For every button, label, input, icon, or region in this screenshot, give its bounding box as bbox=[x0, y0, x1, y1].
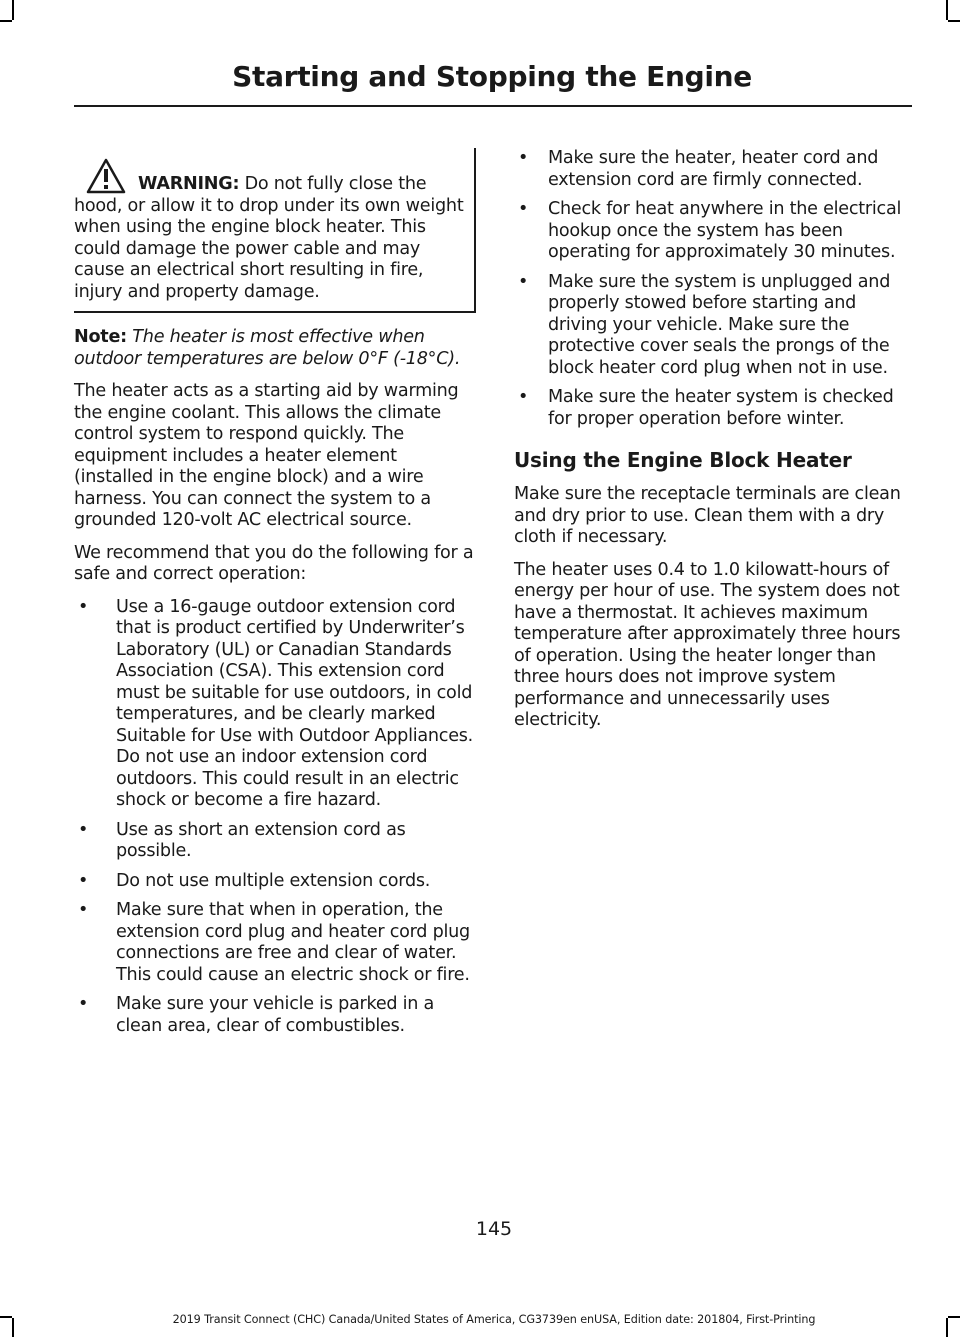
warning-body: Do not fully close the hood, or allow it to drop under its own weight when using the engine block heater. This could damage the power cable and may cause an electrical short resulting in fire, injury and property damage. bbox=[74, 174, 464, 302]
body-paragraph: Make sure the receptacle terminals are clean and dry prior to use. Clean them with a dry cloth if necessary. bbox=[514, 484, 901, 547]
note-text: The heater is most effective when outdoor temperatures are below 0°F (-18°C). bbox=[74, 327, 461, 369]
crop-mark bbox=[946, 0, 948, 20]
list-item-text: Use as short an extension cord as possible. bbox=[116, 819, 406, 861]
body-paragraph: The heater acts as a starting aid by warming the engine coolant. This allows the climate control system to respond quickly. The equipment includes a heater element (installed in the engine block) and a wire harness. You can connect the system to a grounded 120-volt AC electrical source. bbox=[74, 381, 459, 530]
warning-text bbox=[74, 174, 472, 303]
page-number: 145 bbox=[475, 1218, 513, 1240]
list-item-text: Use a 16-gauge outdoor extension cord that is product certified by Underwriter’s Laboratory (UL) or Canadian Standards Association (CSA). This extension cord must be suitable for use outdoors, in cold temperatures, and be clearly marked Suitable for Use with Outdoor Appliances. Do not use an indoor extension cord outdoors. This could result in an electric shock or become a fire hazard. bbox=[116, 596, 474, 810]
warning-label: WARNING: bbox=[138, 174, 240, 194]
crop-mark bbox=[948, 20, 960, 22]
bullet: • bbox=[518, 387, 529, 407]
bullet-list bbox=[74, 597, 476, 1038]
list-item bbox=[514, 272, 910, 380]
list-item-text: Do not use multiple extension cords. bbox=[116, 870, 431, 891]
list-item bbox=[514, 387, 910, 430]
note-label: Note: bbox=[74, 327, 127, 347]
list-item bbox=[74, 994, 476, 1037]
header-rule bbox=[74, 105, 912, 107]
list-item bbox=[74, 871, 476, 893]
page-title: Starting and Stopping the Engine bbox=[232, 60, 752, 93]
bullet: • bbox=[518, 271, 529, 292]
list-item-text: Make sure the heater, heater cord and extension cord are firmly connected. bbox=[548, 148, 879, 190]
note-paragraph bbox=[74, 327, 476, 370]
bullet-list bbox=[514, 148, 910, 430]
bullet: • bbox=[78, 870, 89, 891]
section-heading: Using the Engine Block Heater bbox=[514, 448, 852, 472]
list-item-text: Make sure the system is unplugged and properly stowed before starting and driving your vehicle. Make sure the protective cover seals the prongs of the block heater cord plug when not in use. bbox=[548, 271, 891, 378]
bullet: • bbox=[518, 148, 529, 168]
bullet: • bbox=[78, 819, 89, 840]
bullet: • bbox=[518, 199, 529, 219]
body-paragraph: The heater uses 0.4 to 1.0 kilowatt-hours of energy per hour of use. The system does not have a thermostat. It achieves maximum temperature after approximately three hours of operation. Using the heater longer than three hours does not improve system performance and unnecessarily uses electricity. bbox=[514, 559, 901, 730]
left-column bbox=[74, 148, 476, 1045]
list-item-text: Make sure your vehicle is parked in a clean area, clear of combustibles. bbox=[116, 994, 435, 1036]
list-item bbox=[514, 199, 910, 264]
list-item-text: Make sure that when in operation, the extension cord plug and heater cord plug connections are free and clear of water. This could cause an electric shock or fire. bbox=[116, 900, 470, 985]
list-item bbox=[74, 900, 476, 986]
list-item-text: Make sure the heater system is checked for proper operation before winter. bbox=[548, 387, 894, 429]
right-column bbox=[514, 148, 910, 743]
list-item bbox=[514, 148, 910, 191]
bullet: • bbox=[78, 900, 89, 920]
footer-text: 2019 Transit Connect (CHC) Canada/United States of America, CG3739en enUSA, Edition date: 201804, First-Printing bbox=[172, 1313, 816, 1326]
warning-box bbox=[74, 148, 476, 313]
body-paragraph: We recommend that you do the following for a safe and correct operation: bbox=[74, 542, 474, 584]
crop-mark bbox=[12, 0, 14, 20]
list-item bbox=[74, 820, 476, 863]
list-item bbox=[74, 597, 476, 812]
bullet: • bbox=[78, 994, 89, 1014]
warning-icon bbox=[86, 158, 126, 194]
list-item-text: Check for heat anywhere in the electrical hookup once the system has been operating for approximately 30 minutes. bbox=[548, 199, 902, 262]
bullet: • bbox=[78, 596, 89, 617]
crop-mark bbox=[0, 20, 12, 22]
